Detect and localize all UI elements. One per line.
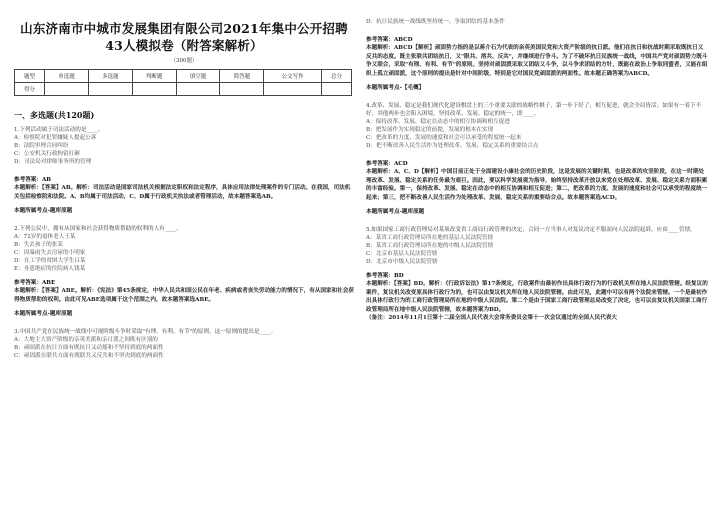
option: A：72岁的退休老人王某 <box>14 234 76 240</box>
option: B：法院审理合同纠纷 <box>14 143 69 149</box>
question-stem: 4.改革、发展、稳定是我们现代化建设棋盘上的三个重要关联的战略性棋子，第一步下好了，相互促进，就会全局皆活；如果有一着下不好，其他两步也会陷入困境。坚持改革、发展、稳定的统一，即____。 <box>366 103 702 117</box>
option: C：把改革的力度、发展的速度和社会可以承受的程度统一起来 <box>366 135 522 141</box>
score-table <box>14 69 352 96</box>
option: D：司法局对律师事务所的管理 <box>14 159 92 165</box>
reference-answer: 参考答案：AB <box>14 177 52 183</box>
page-subtitle: （300题） <box>170 58 198 64</box>
score-table-header-row <box>15 70 352 83</box>
option: D：在工学的贫困大学生吕某 <box>14 258 86 264</box>
score-cell <box>176 83 220 96</box>
score-header-cell: 填空题 <box>176 70 220 83</box>
question-stem: 5.如果国家工商行政管理局对某项改变省工商局行政管理的决定，合同一方当事人对复议决定不服而向人民法院起诉，应由____管辖。 <box>366 227 696 233</box>
option: C：北京市基层人民法院管辖 <box>366 251 438 257</box>
section-title: 一、多选题(共120题) <box>14 110 95 120</box>
option: C：因暴雨失去房屋的小明家 <box>14 250 86 256</box>
answer-analysis: 本题解析：【答案】AB。解析：司法活动是国家司法机关根据法定职权和法定程序，具体应用法律处理案件的专门活动。在我国，司法机关包括检察院和法院。A、B均属于司法活动，C、D属于行政机关执法或者管理活动，故本题答案选AB。 <box>14 185 351 200</box>
option: B：失去孩子的张某 <box>14 242 63 248</box>
question-point: 本题所属考点-题库原题 <box>14 311 73 317</box>
option: A：某省工商行政管理局所在地的基层人民法院管辖 <box>366 235 494 241</box>
reference-answer: 参考答案：ACD <box>366 161 408 167</box>
reference-answer: 参考答案：ABE <box>14 280 56 286</box>
option: A：大地主大资产阶级的亲英美派和亲日派之间既有区别的 <box>14 337 158 343</box>
score-cell <box>321 83 351 96</box>
score-header-cell: 简答题 <box>220 70 264 83</box>
score-cell <box>264 83 322 96</box>
answer-analysis: 本题解析：A、C、D【解析】中国目前正处于全面建设小康社会的历史阶段，这是发展的关键时期，也是改革的攻坚阶段，在这一时期处理改革、发展、稳定关系的任务最为艰巨。因此，要以科学发展观为指导，始终坚持改革开放以来党在处理改革、发展、稳定关系方面积累的丰富经验。第一，保持改革、发展、稳定在动态中的相互协调和相互促进；第二，把改革的力度、发展的速度和社会可以承受的程度统一起来；第三，把不断改善人民生活作为处理改革、发展、稳定关系的重要结合点。故本题答案选ACD。 <box>366 169 708 201</box>
score-cell <box>132 83 176 96</box>
right-column <box>366 0 708 508</box>
option: E：身患绝症的住院病人钱某 <box>14 266 86 272</box>
option: A：保持改革、发展、稳定在动态中的相互协调和相互促进 <box>366 119 510 125</box>
question-stem: 2.下列公民中，拥有从国家和社会获得物质帮助的权利的人有____。 <box>14 226 182 232</box>
left-column <box>14 0 354 508</box>
page-title: 山东济南市中城市发展集团有限公司2021年集中公开招聘43人模拟卷（附答案解析） <box>20 21 348 53</box>
question-stem: 1.下列活动属于司法活动的是____。 <box>14 127 104 133</box>
score-header-cell: 总分 <box>321 70 351 83</box>
option: C：公安机关行政拘留打砸 <box>14 151 80 157</box>
score-header-cell: 题型 <box>15 70 45 83</box>
answer-analysis: 本题解析：【答案】BD。解析：《行政诉讼法》第17条规定，行政案件由最初作出具体行政行为的行政机关所在地人民法院管辖。经复议的案件，复议机关改变原具体行政行为的，也可以由复议机关所在地人民法院管辖。由此可见，此题中可以有两个法院来管辖。一个是最初作出具体行政行为的工商行政管理局所在地的中级人民法院。第二个是由于国家工商行政管理总局改变了决定，也可以由复议机关国家工商行政管理局所在地中级人民法院管辖，故本题答案为BD。 <box>366 281 708 313</box>
option: B：某省工商行政管理局所在地的中级人民法院管辖 <box>366 243 494 249</box>
score-header-cell: 单选题 <box>45 70 89 83</box>
score-cell <box>220 83 264 96</box>
option: C：顽固派在联共方面有既联共又反共和不坚决到底的两面性 <box>14 353 164 359</box>
question-stem: 3.中国共产党在民族统一战线中可视阶级斗争时采取"有理、有利、有节"的原则，这一原则的提出是____。 <box>14 329 277 335</box>
question-point: 本题所属考点-题库原题 <box>14 208 73 214</box>
reference-answer: 参考答案：BD <box>366 273 404 279</box>
answer-analysis: 本题解析：ABCD【解析】顽固势力指的是以蒋介石为代表的亲英美国民党和大资产阶级的抗日派。他们在抗日和抗战时期采取既抗日又反共的态度。既主张联共团结抗日，又"限共、溶共、反共"，并继续进行争斗。为了不破坏抗日民族统一战线，中国共产党对顽固势力既斗争又联合，采取"有理、有利、有节"的原则。坚持对顽固派采取又团结又斗争，以斗争求团结的方针，既能在政治上争取同盟者，又能在组织上孤立顽固派，这个原则的提出是针对中间阶级，特别是它对国民党顽固派的两面性。故本题正确答案为ABCD。 <box>366 45 708 77</box>
score-header-cell: 多选题 <box>88 70 132 83</box>
score-cell <box>45 83 89 96</box>
reference-answer: 参考答案：ABCD <box>366 37 413 43</box>
option: B：把发展作为实现稳定的前提，发展的根本在实现 <box>366 127 494 133</box>
score-row-label: 得分 <box>15 83 45 96</box>
option: D：北京市中级人民法院管辖 <box>366 259 438 265</box>
answer-note: （备注：2014年11月1日第十二届全国人民代表大会常务委员会第十一次会议通过的全国人民代表大 <box>366 315 617 321</box>
score-header-cell: 公文写作 <box>264 70 322 83</box>
score-cell <box>88 83 132 96</box>
option: D：抗日民族统一战线既坚持统一、争取团结的基本条件 <box>366 19 505 25</box>
score-table-score-row <box>15 83 352 96</box>
question-point: 本题所属考点-题库原题 <box>366 209 425 215</box>
question-point: 本题所属考点-【毛概】 <box>366 85 425 91</box>
answer-analysis: 本题解析：【答案】ABE。解析：《宪法》第45条规定，中华人民共和国公民在年老、疾病或者丧失劳动能力的情况下，有从国家和社会获得物质帮助的权利。由此可见ABE选项属于这个范围之内，故本题答案选ABE。 <box>14 288 354 303</box>
score-header-cell: 判断题 <box>132 70 176 83</box>
option: A：检察院对犯罪嫌疑人提起公诉 <box>14 135 97 141</box>
option: D：把不断改善人民生活作为处理改革、发展、稳定关系的重要结合点 <box>366 143 539 149</box>
option: B：顽固派在抗日方面有既抗日又动摇和不坚持到底的两面性 <box>14 345 164 351</box>
